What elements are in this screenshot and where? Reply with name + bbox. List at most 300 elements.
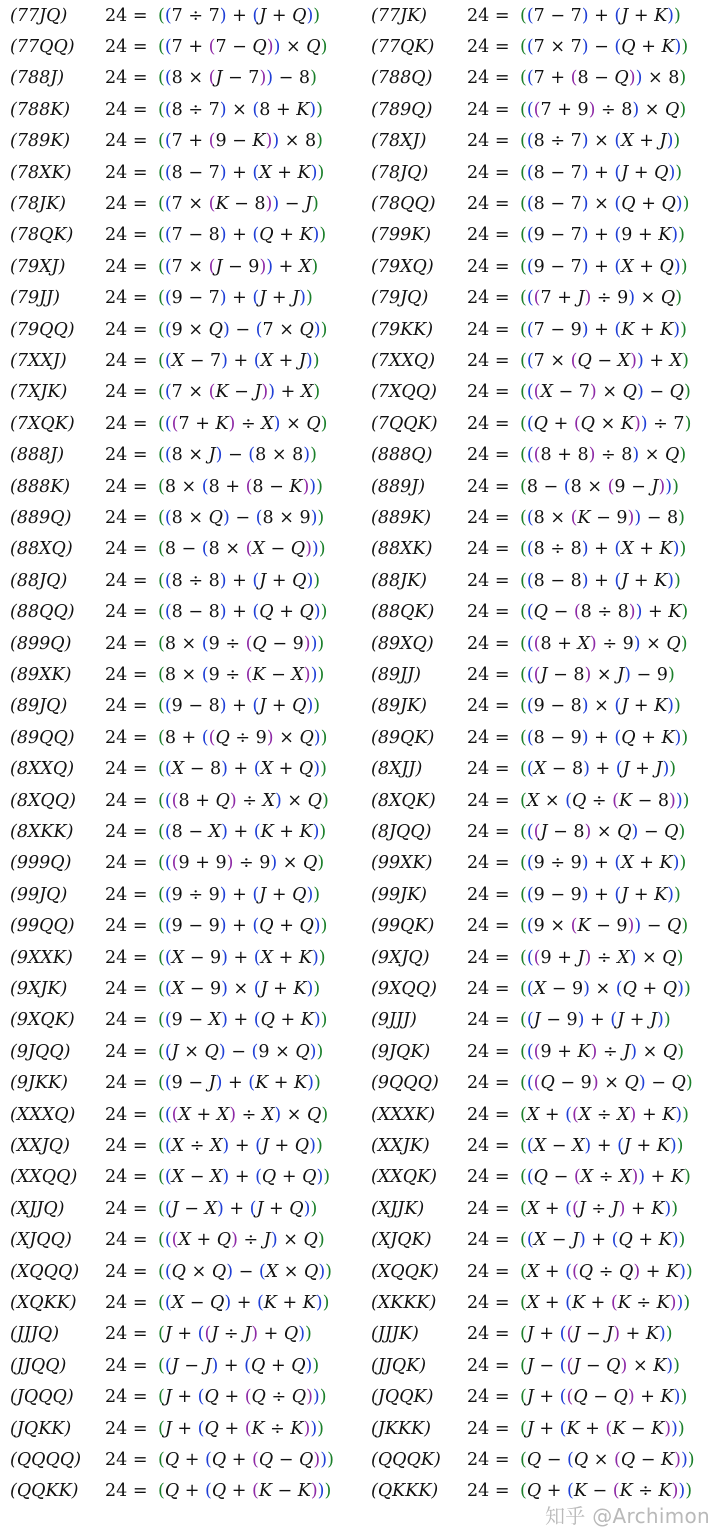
equals-label: 24 = [467,602,510,623]
equals-label: 24 = [105,1292,148,1313]
equals-label: 24 = [467,413,510,434]
hand-label: (799K) [371,225,432,246]
equals-label: 24 = [467,1292,510,1313]
hand-label: (88XK) [371,539,433,560]
solution-expression: ((9 − 7) + (X + Q)) [520,256,688,277]
equals-label: 24 = [467,131,510,152]
equals-label: 24 = [105,1041,148,1062]
solution-expression: ((8 − 9) + (Q + K)) [520,727,689,748]
hand-label: (9XJQ) [371,947,430,968]
hand-label: (89XK) [10,664,72,685]
table-row [0,252,720,283]
hand-label: (XKKK) [371,1292,437,1313]
solution-expression: ((7 − 7) + (J + K)) [520,5,681,26]
equals-label: 24 = [467,853,510,874]
table-row [0,1382,720,1413]
equals-label: 24 = [105,1230,148,1251]
equals-label: 24 = [105,1481,148,1502]
solution-expression: ((9 ÷ 9) + (X + K)) [520,853,687,874]
table-row [0,1005,720,1036]
solution-expression: ((8 − 7) + (J + Q)) [520,162,683,183]
solution-expression: (8 + ((Q ÷ 9) × Q)) [158,727,328,748]
table-row [0,1194,720,1225]
equals-label: 24 = [105,821,148,842]
equals-label: 24 = [467,790,510,811]
hand-label: (QQQQ) [10,1449,82,1470]
hand-label: (7XQK) [10,413,75,434]
hand-label: (899Q) [10,633,72,654]
table-row [0,629,720,660]
table-row [0,817,720,848]
solution-expression: ((8 × Q) − (8 × 9)) [158,507,325,528]
hand-label: (8XXQ) [10,759,75,780]
hand-label: (79XQ) [371,256,434,277]
solution-expression: ((Q + (Q × K)) ÷ 7) [520,413,692,434]
hand-label: (9XJK) [10,978,68,999]
hand-label: (8XKK) [10,821,74,842]
hand-label: (888J) [10,445,65,466]
equals-label: 24 = [105,539,148,560]
hand-label: (7QQK) [371,413,438,434]
equals-label: 24 = [467,319,510,340]
hand-label: (889J) [371,476,426,497]
solution-expression: ((7 − 8) + (Q + K)) [158,225,327,246]
equals-label: 24 = [105,790,148,811]
table-row [0,911,720,942]
hand-label: (9XQQ) [371,978,437,999]
table-row [0,158,720,189]
table-row [0,409,720,440]
equals-label: 24 = [105,131,148,152]
equals-label: 24 = [467,1010,510,1031]
hand-label: (88XQ) [10,539,73,560]
hand-label: (88QK) [371,602,435,623]
equals-label: 24 = [467,445,510,466]
solution-expression: ((J − X) + (J + Q)) [158,1198,318,1219]
hand-label: (XXXK) [371,1104,436,1125]
equals-label: 24 = [467,1355,510,1376]
equals-label: 24 = [105,256,148,277]
hand-label: (78XJ) [371,131,427,152]
solution-expression: ((7 × 7) − (Q + K)) [520,36,689,57]
table-row [0,597,720,628]
solution-expression: (8 × (9 ÷ (K − X))) [158,664,325,685]
equals-label: 24 = [467,476,510,497]
hand-label: (JJQK) [371,1355,427,1376]
hand-label: (99QK) [371,916,435,937]
equals-label: 24 = [467,633,510,654]
solution-expression: (Q − (Q × (Q − K))) [520,1449,695,1470]
equals-label: 24 = [467,664,510,685]
hand-label: (88QQ) [10,602,75,623]
solution-expression: (((7 + K) ÷ X) × Q) [158,413,328,434]
solution-expression: ((7 + (9 − K)) × 8) [158,131,323,152]
hand-label: (XXJK) [371,1135,430,1156]
solution-expression: ((9 − 8) + (J + Q)) [158,696,321,717]
equals-label: 24 = [467,916,510,937]
hand-label: (88JK) [371,570,428,591]
solution-expression: (((8 + Q) ÷ X) × Q) [158,790,329,811]
equals-label: 24 = [105,288,148,309]
table-row [0,126,720,157]
solution-expression: ((9 − 7) + (J + J)) [158,288,313,309]
equals-label: 24 = [467,1449,510,1470]
solution-expression: (X + ((J ÷ J) + K)) [520,1198,679,1219]
equals-label: 24 = [467,1418,510,1439]
solution-expression: (J + (K + (K − K))) [520,1418,685,1439]
watermark: 知乎 @Archimon [544,1504,710,1528]
hand-label: (79JQ) [371,288,429,309]
solution-expression: (X × (Q ÷ (K − 8))) [520,790,690,811]
equals-label: 24 = [105,759,148,780]
solution-expression: ((X − 9) + (X + K)) [158,947,326,968]
solution-expression: (J + (Q + (K ÷ K))) [158,1418,324,1439]
hand-label: (XJQQ) [10,1230,72,1251]
solution-expression: (8 × (9 ÷ (Q − 9))) [158,633,325,654]
equals-label: 24 = [467,350,510,371]
table-row [0,1100,720,1131]
hand-label: (JJJK) [371,1324,419,1345]
equals-label: 24 = [105,1135,148,1156]
equals-label: 24 = [105,1261,148,1282]
solution-expression: (X + ((Q ÷ Q) + K)) [520,1261,693,1282]
table-row [0,1068,720,1099]
solution-expression: ((8 × (J − 7)) − 8) [158,68,317,89]
solution-expression: (((J − 8) × J) − 9) [520,664,675,685]
equals-label: 24 = [467,759,510,780]
solution-expression: ((J × Q) − (9 × Q)) [158,1041,324,1062]
solution-expression: ((7 ÷ 7) + (J + Q)) [158,5,321,26]
solution-expression: (X + (K + (K ÷ K))) [520,1292,691,1313]
hand-label: (77JQ) [10,5,68,26]
equals-label: 24 = [105,445,148,466]
equals-label: 24 = [105,319,148,340]
hand-label: (9JJJ) [371,1010,417,1031]
equals-label: 24 = [105,947,148,968]
hand-label: (79JJ) [10,288,60,309]
equals-label: 24 = [105,602,148,623]
table-row [0,220,720,251]
solution-expression: ((8 ÷ 8) + (X + K)) [520,539,687,560]
equals-label: 24 = [467,1041,510,1062]
hand-label: (9JKK) [10,1073,68,1094]
solution-expression: ((7 × (K − J)) + X) [158,382,321,403]
hand-label: (99QQ) [10,916,75,937]
solution-expression: (((X − 7) × Q) − Q) [520,382,691,403]
hand-label: (789Q) [371,99,433,120]
hand-label: (9XXK) [10,947,73,968]
hand-label: (89JK) [371,696,428,717]
solution-expression: (Q + (Q + (Q − Q))) [158,1449,334,1470]
table-row [0,1,720,32]
solution-expression: ((X − 8) + (J + J)) [520,759,677,780]
equals-label: 24 = [105,36,148,57]
hand-label: (788Q) [371,68,433,89]
equals-label: 24 = [105,884,148,905]
table-row [0,1257,720,1288]
solution-expression: ((9 ÷ 9) + (J + Q)) [158,884,321,905]
table-row [0,534,720,565]
table-row [0,346,720,377]
equals-label: 24 = [105,1010,148,1031]
hand-label: (7XJK) [10,382,68,403]
table-row [0,1351,720,1382]
equals-label: 24 = [467,162,510,183]
equals-label: 24 = [467,99,510,120]
table-row [0,472,720,503]
solution-expression: ((7 × (Q − X)) + X) [520,350,689,371]
equals-label: 24 = [105,1104,148,1125]
equals-label: 24 = [105,193,148,214]
solution-expression: ((J − 9) + (J + J)) [520,1010,671,1031]
table-row [0,1131,720,1162]
equals-label: 24 = [105,727,148,748]
equals-label: 24 = [467,382,510,403]
equals-label: 24 = [105,382,148,403]
table-row [0,848,720,879]
hand-label: (78QK) [10,225,74,246]
equals-label: 24 = [105,162,148,183]
solution-expression: (X + ((X ÷ X) + K)) [520,1104,689,1125]
equals-label: 24 = [105,1167,148,1188]
equals-label: 24 = [467,821,510,842]
solution-expression: ((J − J) + (Q + Q)) [158,1355,320,1376]
equals-label: 24 = [467,539,510,560]
table-row [0,1445,720,1476]
table-row [0,1414,720,1445]
hand-label: (8JQQ) [371,821,432,842]
table-row [0,786,720,817]
equals-label: 24 = [467,947,510,968]
solution-expression: ((X − J) + (Q + K)) [520,1230,686,1251]
equals-label: 24 = [105,1198,148,1219]
equals-label: 24 = [467,288,510,309]
hand-label: (JKKK) [371,1418,431,1439]
solution-expression: ((Q × Q) − (X × Q)) [158,1261,332,1282]
table-row [0,1225,720,1256]
hand-label: (99JQ) [10,884,68,905]
hand-label: (999Q) [10,853,72,874]
equals-label: 24 = [467,225,510,246]
solution-expression: (((9 + 9) ÷ 9) × Q) [158,853,325,874]
solution-expression: (J + ((J − J) + K)) [520,1324,673,1345]
table-row [0,503,720,534]
hand-label: (78JK) [10,193,67,214]
equals-label: 24 = [105,570,148,591]
hand-label: (9QQQ) [371,1073,439,1094]
equals-label: 24 = [467,1198,510,1219]
solution-expression: ((7 + (7 − Q)) × Q) [158,36,328,57]
hand-label: (78JQ) [371,162,429,183]
hand-label: (789K) [10,131,71,152]
hand-label: (JJJQ) [10,1324,60,1345]
hand-label: (7XXJ) [10,350,67,371]
solution-expression: ((X − X) + (J + K)) [520,1135,684,1156]
solution-expression: ((9 × Q) − (7 × Q)) [158,319,328,340]
equals-label: 24 = [467,1230,510,1251]
hand-label: (8XQQ) [10,790,76,811]
equals-label: 24 = [105,5,148,26]
hand-label: (9JQQ) [10,1041,71,1062]
table-row [0,63,720,94]
solution-expression: ((8 ÷ 7) × (8 + K)) [158,99,323,120]
equals-label: 24 = [105,476,148,497]
equals-label: 24 = [467,193,510,214]
hand-label: (788J) [10,68,65,89]
equals-label: 24 = [105,696,148,717]
solution-expression: (Q + (Q + (K − K))) [158,1481,332,1502]
solution-expression: ((8 − 8) + (J + K)) [520,570,681,591]
solution-expression: (J − ((J − Q) × K)) [520,1355,680,1376]
hand-label: (JJQQ) [10,1355,67,1376]
hand-label: (889Q) [10,507,72,528]
equals-label: 24 = [105,664,148,685]
equals-label: 24 = [467,507,510,528]
equals-label: 24 = [467,5,510,26]
solution-expression: (Q + (K − (K ÷ K))) [520,1481,693,1502]
solution-expression: (8 × (8 + (8 − K))) [158,476,323,497]
hand-label: (788K) [10,99,71,120]
hand-label: (XQQK) [371,1261,439,1282]
solution-expression: ((X − Q) + (K + K)) [158,1292,330,1313]
hand-label: (QKKK) [371,1481,439,1502]
table-row [0,1288,720,1319]
solution-expression: ((8 − 7) + (X + K)) [158,162,325,183]
table-row [0,315,720,346]
solution-expression: ((X − 8) + (X + Q)) [158,759,327,780]
hand-label: (89QQ) [10,727,75,748]
solution-expression: (((8 + 8) ÷ 8) × Q) [520,445,687,466]
solution-expression: ((Q − (8 ÷ 8)) + K) [520,602,689,623]
equals-label: 24 = [105,853,148,874]
equals-label: 24 = [467,570,510,591]
equals-label: 24 = [105,1387,148,1408]
solution-expression: (((9 + J) ÷ X) × Q) [520,947,684,968]
solution-expression: ((8 − 7) × (Q + Q)) [520,193,690,214]
equals-label: 24 = [105,1073,148,1094]
solution-expression: ((9 − X) + (Q + K)) [158,1010,328,1031]
solution-expression: ((7 × (J − 9)) + X) [158,256,319,277]
hand-label: (XQQQ) [10,1261,80,1282]
equals-label: 24 = [467,884,510,905]
table-row [0,189,720,220]
solution-expression: (((X + Q) ÷ J) × Q) [158,1230,325,1251]
table-row [0,691,720,722]
hand-label: (79KK) [371,319,434,340]
solution-expression: (((J − 8) × Q) − Q) [520,821,686,842]
equals-label: 24 = [467,1135,510,1156]
equals-label: 24 = [105,68,148,89]
equals-label: 24 = [467,978,510,999]
table-row [0,377,720,408]
equals-label: 24 = [467,1261,510,1282]
equals-label: 24 = [467,696,510,717]
table-row [0,1162,720,1193]
equals-label: 24 = [467,1167,510,1188]
table-row [0,32,720,63]
hand-label: (XJQK) [371,1230,432,1251]
hand-label: (888Q) [371,445,433,466]
solution-expression: (J + ((Q − Q) + K)) [520,1387,688,1408]
hand-label: (QQKK) [10,1481,79,1502]
hand-label: (889K) [371,507,432,528]
table-row [0,660,720,691]
solution-expression: (J + ((J ÷ J) + Q)) [158,1324,312,1345]
table-row [0,440,720,471]
solution-expression: ((9 × (K − 9)) − Q) [520,916,689,937]
equals-label: 24 = [467,1481,510,1502]
solution-expression: ((7 − 9) + (K + K)) [520,319,687,340]
equals-label: 24 = [105,350,148,371]
solution-expression: ((X − 7) + (X + J)) [158,350,320,371]
solution-expression: ((9 − 9) + (J + K)) [520,884,681,905]
solution-expression: (8 − (8 × (X − Q))) [158,539,326,560]
equals-label: 24 = [467,256,510,277]
table-row [0,283,720,314]
solution-expression: ((X − 9) × (Q + Q)) [520,978,691,999]
hand-label: (77JK) [371,5,428,26]
table-row [0,880,720,911]
equals-label: 24 = [105,1418,148,1439]
solution-expression: (((7 + J) ÷ 9) × Q) [520,288,683,309]
equals-label: 24 = [105,633,148,654]
hand-label: (7XQQ) [371,382,437,403]
equals-label: 24 = [467,36,510,57]
solution-expression: (J + (Q + (Q ÷ Q))) [158,1387,327,1408]
equals-label: 24 = [467,1104,510,1125]
hand-label: (78XK) [10,162,72,183]
equals-label: 24 = [105,1324,148,1345]
table-row [0,1319,720,1350]
hand-label: (8XQK) [371,790,436,811]
hand-label: (77QQ) [10,36,75,57]
hand-label: (9XQK) [10,1010,75,1031]
hand-label: (XXQK) [371,1167,437,1188]
equals-label: 24 = [105,413,148,434]
solution-expression: ((X − 9) × (J + K)) [158,978,321,999]
table-row [0,943,720,974]
solution-expression: ((8 − X) + (K + K)) [158,821,327,842]
solution-expression: (((9 + K) ÷ J) × Q) [520,1041,685,1062]
solution-expression: ((9 − J) + (K + K)) [158,1073,321,1094]
hand-label: (77QK) [371,36,435,57]
solution-expression: ((X − X) + (Q + Q)) [158,1167,331,1188]
table-row [0,566,720,597]
solution-expression: ((9 − 9) + (Q + Q)) [158,916,328,937]
equals-label: 24 = [467,68,510,89]
solution-expression: ((8 ÷ 8) + (J + Q)) [158,570,321,591]
solution-expression: ((Q − (X ÷ X)) + K) [520,1167,691,1188]
hand-label: (7XXQ) [371,350,436,371]
equals-label: 24 = [467,1073,510,1094]
hand-label: (XXXQ) [10,1104,76,1125]
solution-expression: ((7 + (8 − Q)) × 8) [520,68,687,89]
hand-label: (79XJ) [10,256,66,277]
hand-label: (XQKK) [10,1292,77,1313]
solution-expression: (((8 + X) ÷ 9) × Q) [520,633,688,654]
equals-label: 24 = [105,916,148,937]
solution-expression: ((8 − 8) + (Q + Q)) [158,602,328,623]
hand-label: (JQKK) [10,1418,72,1439]
equals-label: 24 = [105,978,148,999]
equals-label: 24 = [467,727,510,748]
solution-expression: ((8 × (K − 9)) − 8) [520,507,685,528]
equals-label: 24 = [105,225,148,246]
solution-expression: (((Q − 9) × Q) − Q) [520,1073,693,1094]
hand-label: (XJJK) [371,1198,425,1219]
hand-label: (JQQQ) [10,1387,74,1408]
solution-expression: (8 − (8 × (9 − J))) [520,476,679,497]
